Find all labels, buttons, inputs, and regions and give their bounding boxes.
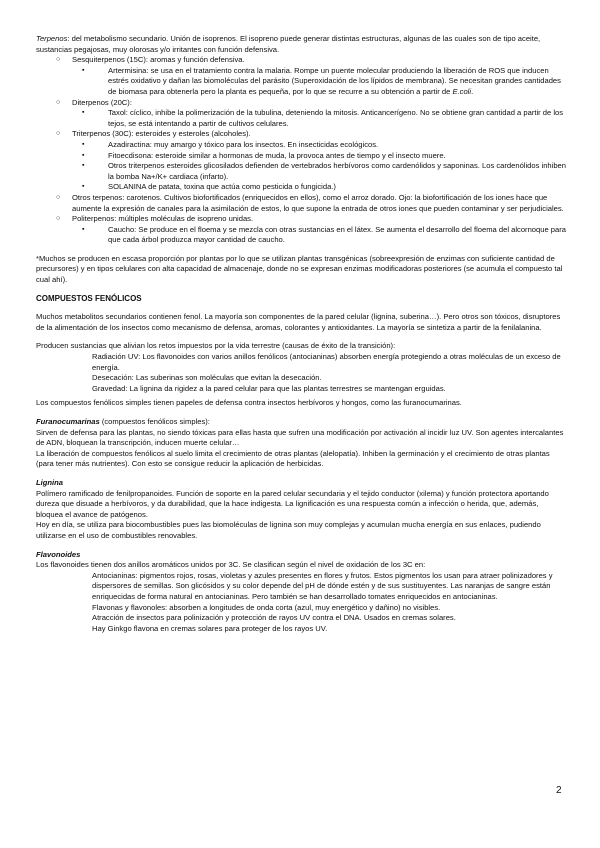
furanocumarinas-p2: La liberación de compuestos fenólicos al suelo limita el crecimiento de otras plantas (alelopatía). Inhiben la germinación y el crecimiento de otras plantas (para tener más nutrientes). Con esto se consigue reducir la aplicación de herbicidas. <box>36 448 550 469</box>
list-item-caucho: ▪ Caucho: Se produce en el floema y se mezcla con otras sustancias en el látex. Se aumenta el desarrollo del floema del alcornoque para que cada árbol produzca mayor cantidad de caucho. <box>82 224 566 245</box>
flavonoides-intro: Los flavonoides tienen dos anillos aromáticos unidos por 3C. Se clasifican según el nivel de oxidación de los 3C en: <box>36 560 426 570</box>
list-item-otros-triterpenos: ▪ Otros triterpenos esteroides glicosilados defienden de vertebrados herbívoros como cardenólidos y saponinas. Los cardenólidos inhiben la bomba Na+/K+ cardiaca (infarto). <box>82 161 567 181</box>
fenolicos-simples: Los compuestos fenólicos simples tienen papeles de defensa contra insectos herbívoros y hongos, como las furanocumarinas. <box>36 398 462 408</box>
terpenos-note: *Muchos se producen en escasa proporción por plantas por lo que se utilizan plantas transgénicas (sobreexpresión de enzimas con suficiente cantidad de precursores) y en tipos celulares con alta capacidad de almacenaje, donde no se expresan enzimas modificadoras posteriores (se acumula el compuesto tal cual ahí). <box>36 253 563 285</box>
flavonoides-flavonas: Flavonas y flavonoles: absorben a longitudes de onda corta (azul, muy energético y dañino) no visibles. <box>92 602 441 612</box>
list-item-sesquiterpenos: ○ Sesquiterpenos (15C): aromas y función defensiva. <box>56 55 245 65</box>
section-heading-fenolicos: COMPUESTOS FENÓLICOS <box>36 293 142 303</box>
flavonoides-ginkgo: Hay Ginkgo flavona en cremas solares para proteger de los rayos UV. <box>92 623 328 633</box>
list-item-solanina: ▪ SOLANINA de patata, toxina que actúa como pesticida o fungicida.) <box>82 182 336 192</box>
fenolicos-intro: Muchos metabolitos secundarios contienen fenol. La mayoría son componentes de la pared celular (lignina, suberina…). Pero otros son tóxicos, disruptores de la alimentación de los insectos como mecanismo de defensa, aromas, colorantes y antioxidantes. La mayoría se sintetiza a partir de la fenilalanina. <box>36 312 561 332</box>
furanocumarinas-heading: Furanocumarinas (compuestos fenólicos simples): <box>36 417 210 426</box>
fenolicos-radiacion: Radiación UV: Los flavonoides con varios anillos fenólicos (antocianinas) absorben energía protegiendo a otras moléculas de un exceso de energía. <box>92 352 561 372</box>
list-item-fitoecdisona: ▪ Fitoecdisona: esteroide similar a hormonas de muda, la provoca antes de tiempo y el insecto muere. <box>82 150 446 160</box>
list-item-politerpenos: ○ Politerpenos: múltiples moléculas de isopreno unidas. <box>56 214 254 224</box>
list-item-azadiractina: ▪ Azadiractina: muy amargo y tóxico para los insectos. En insecticidas ecológicos. <box>82 139 379 149</box>
furanocumarinas-p1: Sirven de defensa para las plantas, no siendo tóxicas para ellas hasta que sufren una modificación por activación al incidir luz UV. Son agentes intercalantes de ADN, bloquean la transcripción, inducen muerte celular… <box>36 427 564 448</box>
terpenos-intro: Terpenos: del metabolismo secundario. Unión de isoprenos. El isopreno puede generar distintas estructuras, algunas de las cuales son de tipo aceite, sustancias pegajosas, muy olorosas y/o irritantes con función defensiva. <box>36 34 541 54</box>
flavonoides-atraccion: Atracción de insectos para polinización y protección de rayos UV contra el DNA. Usados en cremas solares. <box>92 613 456 623</box>
flavonoides-heading: Flavonoides <box>36 549 81 559</box>
fenolicos-gravedad: Gravedad: La lignina da rigidez a la pared celular para que las plantas terrestres se mantengan erguidas. <box>92 383 446 393</box>
terpenos-term: Terpenos <box>36 34 68 43</box>
fenolicos-retos: Producen sustancias que alivian los retos impuestos por la vida terrestre (causas de éxito de la transición): <box>36 341 396 351</box>
document-page <box>36 34 566 634</box>
list-item-triterpenos: ○ Triterpenos (30C): esteroides y esteroles (alcoholes). <box>56 129 251 139</box>
list-item-artemisina: ▪ Artermisina: se usa en el tratamiento contra la malaria. Rompe un puente molecular produciendo la liberación de ROS que inducen estrés oxidativo y dañan las biomoléculas del parásito (Superoxidación de los lípidos de membrana). Se necesitan grandes cantidades de biomasa para obtenerla pero la planta es pequeña, por lo que se recurre a su obtención a partir de E.coli. <box>82 65 561 96</box>
page-number: 2 <box>556 785 562 796</box>
lignina-p1: Polímero ramificado de fenilpropanoides. Función de soporte en la pared celular secundaria y el tejido conductor (xilema) y función protectora aportando dureza que disuade a herbívoros, y da durabilidad, que la hace indigesta. La lignificación es una respuesta común a infección o herida, que, además, bloquea el avance de patógenos. <box>36 488 549 519</box>
list-item-diterpenos: ○ Diterpenos (20C): <box>56 97 132 107</box>
list-item-taxol: ▪ Taxol: cíclico, inhibe la polimerización de la tubulina, deteniendo la mitosis. Anticancerígeno. No se obtiene gran cantidad a partir de los tejos, se está intentando a partir de cultivos celulares. <box>82 108 564 128</box>
lignina-heading: Lignina <box>36 477 63 487</box>
lignina-p2: Hoy en día, se utiliza para biocombustibles pues las biomoléculas de lignina son muy complejas y acumulan mucha energía en sus enlaces, pudiendo utilizarse en el uso de combustibles renovables. <box>36 520 541 540</box>
list-item-otros-terpenos: ○ Otros terpenos: carotenos. Cultivos biofortificados (enriquecidos en ellos), como el arroz dorado. Ojo: la biofortificación de los iones hace que aumente la expresión de canales para la asimilación de estos, lo que supone la entrada de otros iones que pueden contaminar y ser perjudiciales. <box>56 192 564 213</box>
fenolicos-desecacion: Desecación: Las suberinas son moléculas que evitan la desecación. <box>92 373 322 383</box>
flavonoides-antocianinas: Antocianinas: pigmentos rojos, rosas, violetas y azules presentes en flores y frutos. Estos pigmentos los usan para atraer polinizadores y dispersores de semillas. Son glicósidos y su color depende del pH de dónde estén y de sus sustituyentes. Las naranjas de sangre están enriquecidas de forma natural en antocianinas. Pero también se han desarrollado tomates enriquecidos en antocianinas. <box>92 570 553 601</box>
